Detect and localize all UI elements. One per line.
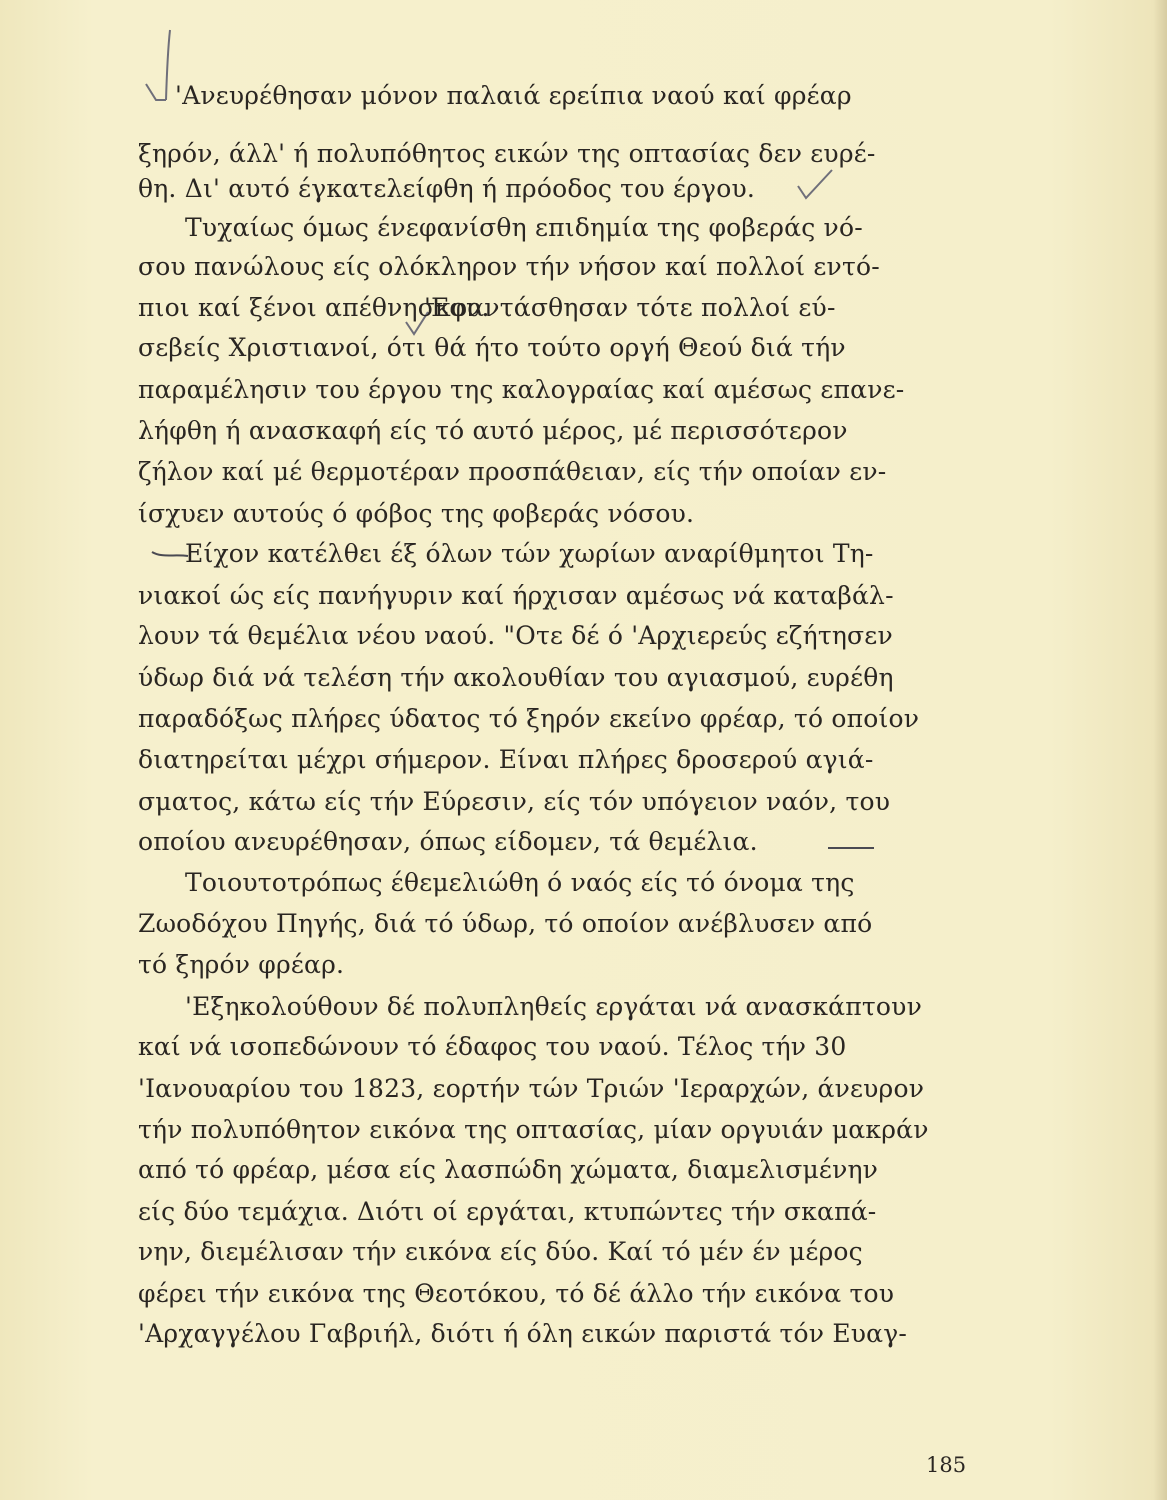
text-line: τό ξηρόν φρέαρ.	[138, 950, 345, 979]
text-line: τήν πολυπόθητον εικόνα της οπτασίας, μίαν οργυιάν μακράν	[138, 1115, 929, 1144]
text-line: σου πανώλους είς ολόκληρον τήν νήσον καί πολλοί εντό-	[138, 252, 880, 281]
pencil-check-mark-line3	[796, 168, 836, 202]
text-line: οποίου ανευρέθησαν, όπως είδομεν, τά θεμέλια.	[138, 827, 758, 856]
text-line: πιοι καί ξένοι απέθνησκον.	[138, 293, 490, 322]
text-line: είς δύο τεμάχια. Διότι οί εργάται, κτυπώντες τήν σκαπά-	[138, 1197, 877, 1226]
text-line: 'Εξηκολούθουν δέ πολυπληθείς εργάται νά ανασκάπτουν	[185, 992, 922, 1021]
text-line: σματος, κάτω είς τήν Εύρεσιν, είς τόν υπόγειον ναόν, του	[138, 787, 891, 816]
text-line: από τό φρέαρ, μέσα είς λασπώδη χώματα, διαμελισμένην	[138, 1155, 879, 1184]
text-line: νην, διεμέλισαν τήν εικόνα είς δύο. Καί τό μέν έν μέρος	[138, 1237, 863, 1266]
text-line: 'Εφαντάσθησαν τότε πολλοί εύ-	[424, 293, 836, 322]
page-edge-shadow	[1153, 0, 1167, 1500]
text-line: 'Αρχαγγέλου Γαβριήλ, διότι ή όλη εικών παριστά τόν Ευαγ-	[138, 1319, 908, 1348]
text-line: 'Ανευρέθησαν μόνον παλαιά ερείπια ναού καί φρέαρ	[175, 81, 852, 110]
text-line: ξηρόν, άλλ' ή πολυπόθητος εικών της οπτασίας δεν ευρέ-	[138, 139, 876, 168]
text-line: Τοιουτοτρόπως έθεμελιώθη ό ναός είς τό όνομα της	[185, 868, 855, 897]
text-line: νιακοί ώς είς πανήγυριν καί ήρχισαν αμέσως νά καταβάλ-	[138, 581, 894, 610]
text-line: θη. Δι' αυτό έγκατελείφθη ή πρόοδος του έργου.	[138, 174, 755, 203]
text-line: σεβείς Χριστιανοί, ότι θά ήτο τούτο οργή Θεού διά τήν	[138, 333, 846, 362]
text-line: ίσχυεν αυτούς ό φόβος της φοβεράς νόσου.	[138, 499, 695, 528]
text-line: Είχον κατέλθει έξ όλων τών χωρίων αναρίθμητοι Τη-	[185, 539, 874, 568]
pencil-dash-paragraph	[150, 548, 190, 562]
text-line: Ζωοδόχου Πηγής, διά τό ύδωρ, τό οποίον ανέβλυσεν από	[138, 909, 873, 938]
text-line: Τυχαίως όμως ένεφανίσθη επιδημία της φοβεράς νό-	[185, 213, 863, 242]
page-number: 185	[926, 1453, 967, 1477]
text-line: λήφθη ή ανασκαφή είς τό αυτό μέρος, μέ περισσότερον	[138, 416, 848, 445]
text-line: φέρει τήν εικόνα της Θεοτόκου, τό δέ άλλο τήν εικόνα του	[138, 1279, 895, 1308]
text-line: καί νά ισοπεδώνουν τό έδαφος του ναού. Τέλος τήν 30	[138, 1032, 847, 1061]
text-line: λουν τά θεμέλια νέου ναού. "Οτε δέ ό 'Αρχιερεύς εζήτησεν	[138, 621, 893, 650]
text-line: 'Ιανουαρίου του 1823, εορτήν τών Τριών 'Ιεραρχών, άνευρον	[138, 1074, 925, 1103]
text-line: παραδόξως πλήρες ύδατος τό ξηρόν εκείνο φρέαρ, τό οποίον	[138, 704, 920, 733]
text-line: παραμέλησιν του έργου της καλογραίας καί αμέσως επανε-	[138, 375, 905, 404]
text-line: ύδωρ διά νά τελέση τήν ακολουθίαν του αγιασμού, ευρέθη	[138, 663, 894, 692]
pencil-dash-end	[826, 842, 876, 854]
text-line: διατηρείται μέχρι σήμερον. Είναι πλήρες δροσερού αγιά-	[138, 745, 874, 774]
text-line: ζήλον καί μέ θερμοτέραν προσπάθειαν, είς τήν οποίαν εν-	[138, 457, 887, 486]
pencil-check-mark-top	[140, 28, 180, 108]
